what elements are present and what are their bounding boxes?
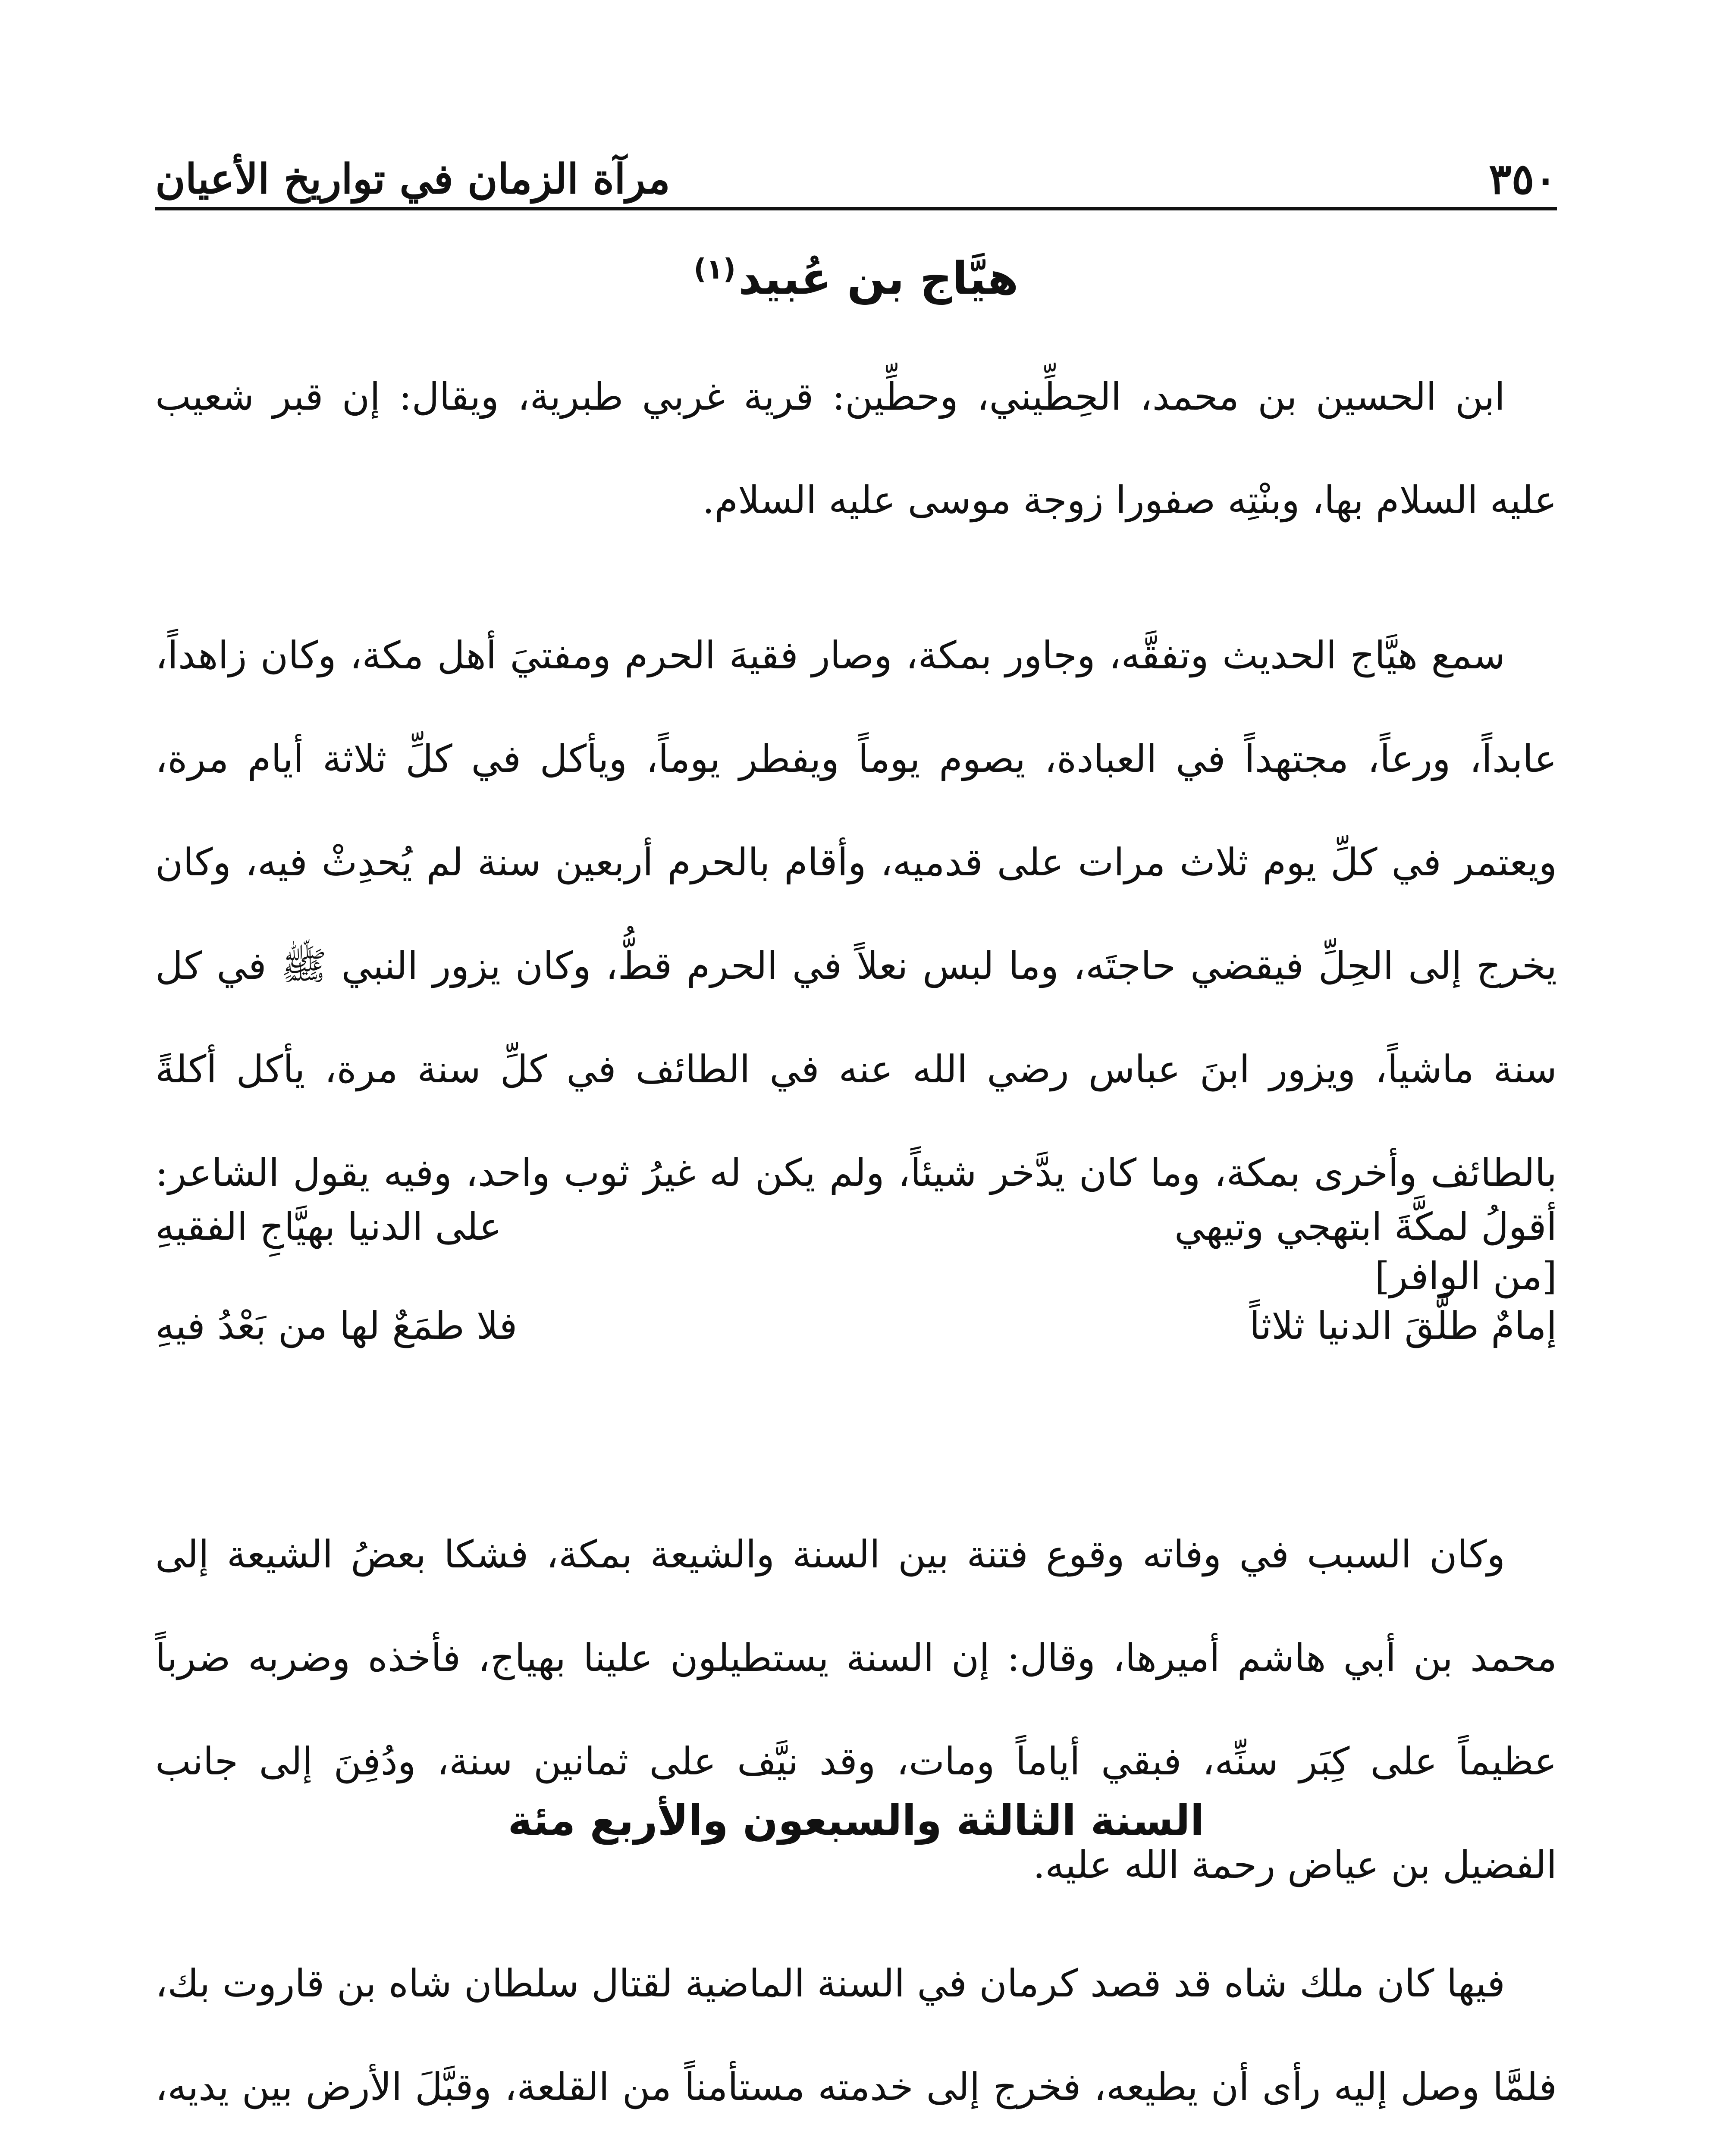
poem — [155, 1177, 1557, 1376]
death-account-paragraph: وكان السبب في وفاته وقوع فتنة بين السنة والشيعة بمكة، فشكا بعضُ الشيعة إلى محمد بن أبي هاشم أميرها، وقال: إن السنة يستطيلون علينا بهياج، فأخذه وضربه ضرباً عظيماً على كِبَر سنِّه، فبقي أياماً ومات، وقد نيَّف على ثمانين سنة، ودُفِنَ إلى جانب الفضيل بن عياض رحمة الله عليه. — [155, 1532, 1557, 1887]
section-paragraph: فيها كان ملك شاه قد قصد كرمان في السنة الماضية لقتال سلطان شاه بن قاروت بك، فلمَّا وصل إليه رأى أن يطيعه، فخرج إلى خدمته مستأمناً من القلعة، وقبَّلَ الأرض بين يديه، — [155, 1961, 1557, 2109]
death-account-block — [155, 1503, 1557, 1917]
running-header — [155, 151, 1557, 210]
biography-paragraph: سمع هيَّاج الحديث وتفقَّه، وجاور بمكة، وصار فقيهَ الحرم ومفتيَ أهل مكة، وكان زاهداً، عابداً، ورعاً، مجتهداً في العبادة، يصوم يوماً ويفطر يوماً، ويأكل في كلِّ ثلاثة أيام مرة، ويعتمر في كلِّ يوم ثلاث مرات على قدميه، وأقام بالحرم أربعين سنة لم يُحدِثْ فيه، وكان يخرج إلى الحِلِّ فيقضي حاجتَه، وما لبس نعلاً في الحرم قطُّ، وكان يزور النبي ﷺ في كل سنة ماشياً، ويزور ابنَ عباس رضي الله عنه في الطائف في كلِّ سنة مرة، يأكل أكلةً بالطائف وأخرى بمكة، وما كان يدَّخر شيئاً، ولم يكن له غيرُ ثوب واحد، وفيه يقول الشاعر: [من الوافر] — [155, 633, 1557, 1298]
poem-line — [155, 1276, 1557, 1376]
book-title: مرآة الزمان في تواريخ الأعيان — [155, 155, 670, 203]
entry-title-text: هيَّاج بن عُبيد — [738, 252, 1019, 305]
footnote-reference: (١) — [693, 254, 736, 285]
book-page — [155, 121, 1557, 2156]
section-text-block — [155, 1932, 1557, 2156]
poem-line-2-left-hemistich: فلا طمَعٌ لها من بَعْدُ فيهِ — [155, 1304, 518, 1348]
poem-line-2-right-hemistich: إمامٌ طلَّقَ الدنيا ثلاثاً — [1249, 1304, 1557, 1348]
poem-line-1-left-hemistich: على الدنيا بهيَّاجِ الفقيهِ — [155, 1204, 502, 1249]
section-title: السنة الثالثة والسبعون والأربع مئة — [508, 1796, 1205, 1845]
poem-line-1-right-hemistich: أقولُ لمكَّةَ ابتهجي وتيهي — [1174, 1204, 1557, 1249]
poem-line — [155, 1177, 1557, 1276]
page-number: ٣٥٠ — [1489, 154, 1557, 204]
intro-paragraph: ابن الحسين بن محمد، الحِطِّيني، وحطِّين: قرية غربي طبرية، ويقال: إن قبر شعيب عليه السلام بها، وبنْتِه صفورا زوجة موسى عليه السلام. — [155, 374, 1557, 522]
entry-title — [155, 237, 1557, 311]
intro-text-block — [155, 345, 1557, 552]
